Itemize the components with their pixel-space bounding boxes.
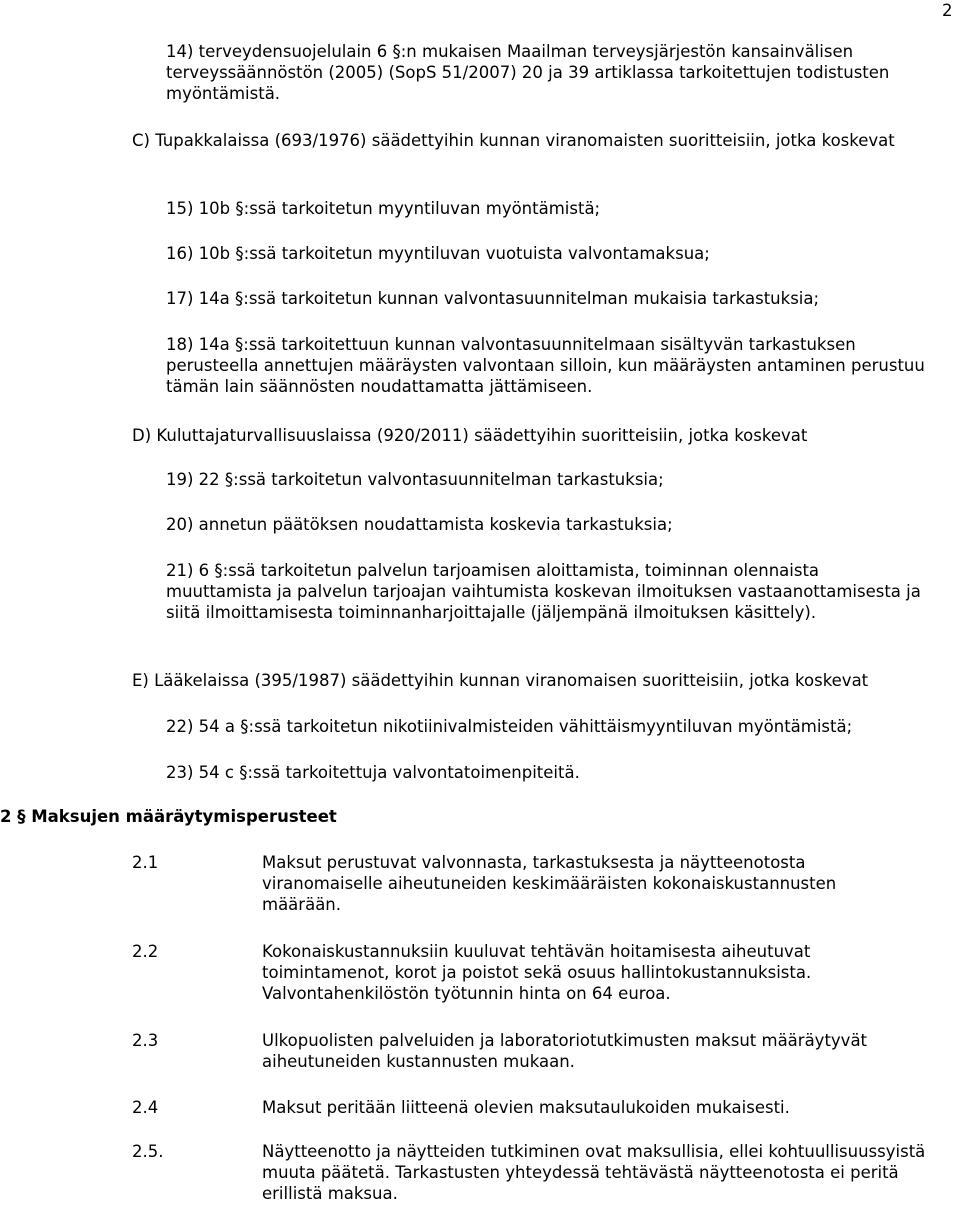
subsection-text: Kokonaiskustannuksiin kuuluvat tehtävän hoitamisesta aiheutuvat toimintamenot, korot ja poistot sekä osuus hallintokustannuksista. Valvontahenkilöstön työtunnin hinta on 64 euroa. <box>262 942 812 1003</box>
subsection-text: Maksut peritään liitteenä olevien maksutaulukoiden mukaisesti. <box>262 1098 790 1117</box>
list-item-23: 23) 54 c §:ssä tarkoitettuja valvontatoimenpiteitä. <box>166 763 580 782</box>
page-number: 2 <box>942 1 953 20</box>
section-e-intro: E) Lääkelaissa (395/1987) säädettyihin kunnan viranomaisen suoritteisiin, jotka koskevat <box>132 671 869 690</box>
list-item-14: 14) terveydensuojelulain 6 §:n mukaisen Maailman terveysjärjestön kansainvälisen terveyssäännöstön (2005) (SopS 51/2007) 20 ja 39 artiklassa tarkoitettujen todistusten myöntämistä. <box>166 42 890 103</box>
list-item-17: 17) 14a §:ssä tarkoitetun kunnan valvontasuunnitelman mukaisia tarkastuksia; <box>166 289 820 308</box>
subsection-number: 2.5. <box>132 1142 164 1161</box>
list-item-21: 21) 6 §:ssä tarkoitetun palvelun tarjoamisen aloittamista, toiminnan olennaista muuttamista ja palvelun tarjoajan vaihtumista koskevan ilmoituksen vastaanottamisesta ja siitä ilmoittamisesta toiminnanharjoittajalle (jäljempänä ilmoituksen käsittely). <box>166 561 921 622</box>
subsection-number: 2.3 <box>132 1031 159 1050</box>
list-item-18: 18) 14a §:ssä tarkoitettuun kunnan valvontasuunnitelmaan sisältyvän tarkastuksen perusteella annettujen määräysten valvontaan silloin, kun määräysten antaminen perustuu tämän lain säännösten noudattamatta jättämiseen. <box>166 335 925 396</box>
subsection-text: Näytteenotto ja näytteiden tutkiminen ovat maksullisia, ellei kohtuullisuussyistä muuta päätetä. Tarkastusten yhteydessä tehtävästä näytteenotosta ei peritä erillistä maksua. <box>262 1142 926 1203</box>
subsection-text: Maksut perustuvat valvonnasta, tarkastuksesta ja näytteenotosta viranomaiselle aiheutuneiden keskimääräisten kokonaiskustannusten määrään. <box>262 853 837 914</box>
list-item-16: 16) 10b §:ssä tarkoitetun myyntiluvan vuotuista valvontamaksua; <box>166 244 710 263</box>
list-item-20: 20) annetun päätöksen noudattamista koskevia tarkastuksia; <box>166 515 673 534</box>
section-d-intro: D) Kuluttajaturvallisuuslaissa (920/2011) säädettyihin suoritteisiin, jotka koskevat <box>132 426 808 445</box>
subsection-text: Ulkopuolisten palveluiden ja laboratoriotutkimusten maksut määräytyvät aiheutuneiden kustannusten mukaan. <box>262 1031 868 1071</box>
section-heading: 2 § Maksujen määräytymisperusteet <box>0 807 337 826</box>
list-item-22: 22) 54 a §:ssä tarkoitetun nikotiinivalmisteiden vähittäismyyntiluvan myöntämistä; <box>166 717 853 736</box>
subsection-number: 2.2 <box>132 942 159 961</box>
list-item-15: 15) 10b §:ssä tarkoitetun myyntiluvan myöntämistä; <box>166 199 601 218</box>
section-c-intro: C) Tupakkalaissa (693/1976) säädettyihin kunnan viranomaisten suoritteisiin, jotka koskevat <box>132 131 895 150</box>
subsection-number: 2.1 <box>132 853 159 872</box>
list-item-19: 19) 22 §:ssä tarkoitetun valvontasuunnitelman tarkastuksia; <box>166 470 664 489</box>
subsection-number: 2.4 <box>132 1098 159 1117</box>
